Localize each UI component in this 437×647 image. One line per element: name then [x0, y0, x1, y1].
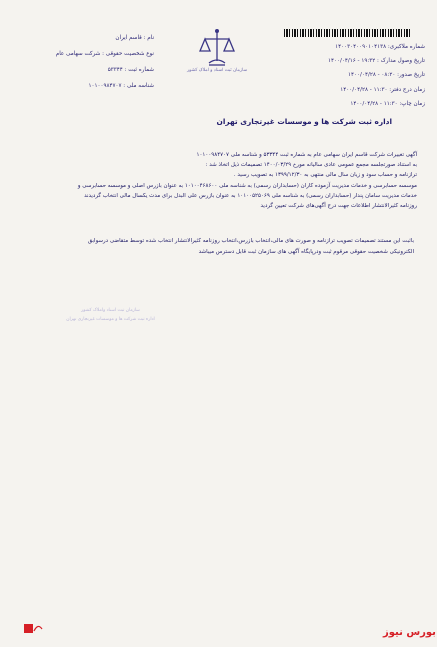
body-line: ترازنامه و حساب سود و زیان سال مالی منتهی به ۱۳۹۹/۱۲/۳۰ به تصویب رسید . — [233, 172, 417, 179]
body-line: به استناد صورتجلسه مجمع عمومی عادی سالیانه مورخ ۱۴۰۰/۰۳/۲۹ تصمیمات ذیل اتخاذ شد : — [205, 162, 417, 169]
barcode — [284, 29, 410, 37]
company-registration-number: شماره ثبت : ۵۳۳۴۴ — [107, 67, 154, 73]
corner-logo-icon — [23, 621, 43, 635]
note-line: باثبت این مستند تصمیمات تصویب ترازنامه و صورت های مالی،انتخاب بازرس،انتخاب روزنامه کثیرالانتشار انتخاب شده توسط متقاضی درسوابق — [87, 238, 414, 244]
stamp-line: سازمان ثبت اسناد واملاک کشور — [81, 308, 140, 313]
company-summary — [44, 30, 154, 94]
brand-watermark: بورس نیوز — [383, 627, 436, 638]
body-line: خدمات مدیریت سامان پندار (حسابداران رسمی) به شناسه ملی ۱۰۱۰۰۵۲۵۰۶۹ به عنوان بازرس علی البدل برای مدت یکسال مالی انتخاب گردیدند — [84, 192, 417, 199]
company-name: نام : قاسم ایران — [115, 35, 154, 41]
company-legal-type: نوع شخصیت حقوقی : شرکت سهامی عام — [55, 51, 154, 57]
body-line: روزنامه کثیرالانتشار اطلاعات جهت درج آگهی‌های شرکت تعیین گردید — [260, 203, 417, 210]
meta-print-time: زمان چاپ: ۱۱:۳۰ - ۱۴۰۰/۰۴/۲۸ — [350, 100, 425, 107]
meta-receipt-date: تاریخ وصول مدارک : ۱۹:۳۲ - ۱۴۰۰/۰۴/۱۶ — [327, 58, 425, 65]
meta-entry-time: زمان درج دفتر: ۱۱:۳۰ - ۱۴۰۰/۰۴/۲۸ — [340, 86, 425, 93]
meta-issue-date: تاریخ صدور: ۰۸:۲۰ - ۱۴۰۰/۰۴/۲۸ — [348, 72, 425, 79]
registration-note — [14, 236, 414, 258]
meta-tracking-number: شماره ملاکبری: ۱۴۰۰۳۰۴۰۰۹۰۱۰۴۱۳۸ — [335, 44, 425, 50]
announcement-body — [31, 150, 417, 211]
company-national-id: شناسه ملی : ۱۰۱۰۰۹۸۴۷۰۷ — [88, 83, 154, 89]
body-line: آگهی تغییرات شرکت قاسم ایران سهامی عام به شماره ثبت ۵۳۳۴۴ و شناسه ملی ۱۰۱۰۰۹۸۴۷۰۷ — [196, 152, 417, 158]
emblem-caption: سازمان ثبت اسناد و املاک کشور — [186, 68, 248, 73]
stamp-line: اداره ثبت شرکت ها و موسسات غیرتجاری تهران — [66, 316, 155, 322]
note-line: الکترونیکی شخصیت حقوقی مرقوم ثبت ودرپایگاه آگهی های سازمان ثبت قابل دسترس میباشد — [198, 248, 414, 255]
body-line: موسسه حسابرسی و خدمات مدیریت آزموده کاران (حسابداران رسمی) به شناسه ملی ۱۰۱۰۰۴۶۸۶۰۰ به عنوان بازرس اصلی و موسسه حسابرسی و — [77, 182, 417, 189]
registration-meta — [265, 40, 425, 111]
office-heading: اداره ثبت شرکت ها و موسسات غیرتجاری تهران — [216, 117, 392, 126]
faded-stamp — [53, 307, 168, 324]
